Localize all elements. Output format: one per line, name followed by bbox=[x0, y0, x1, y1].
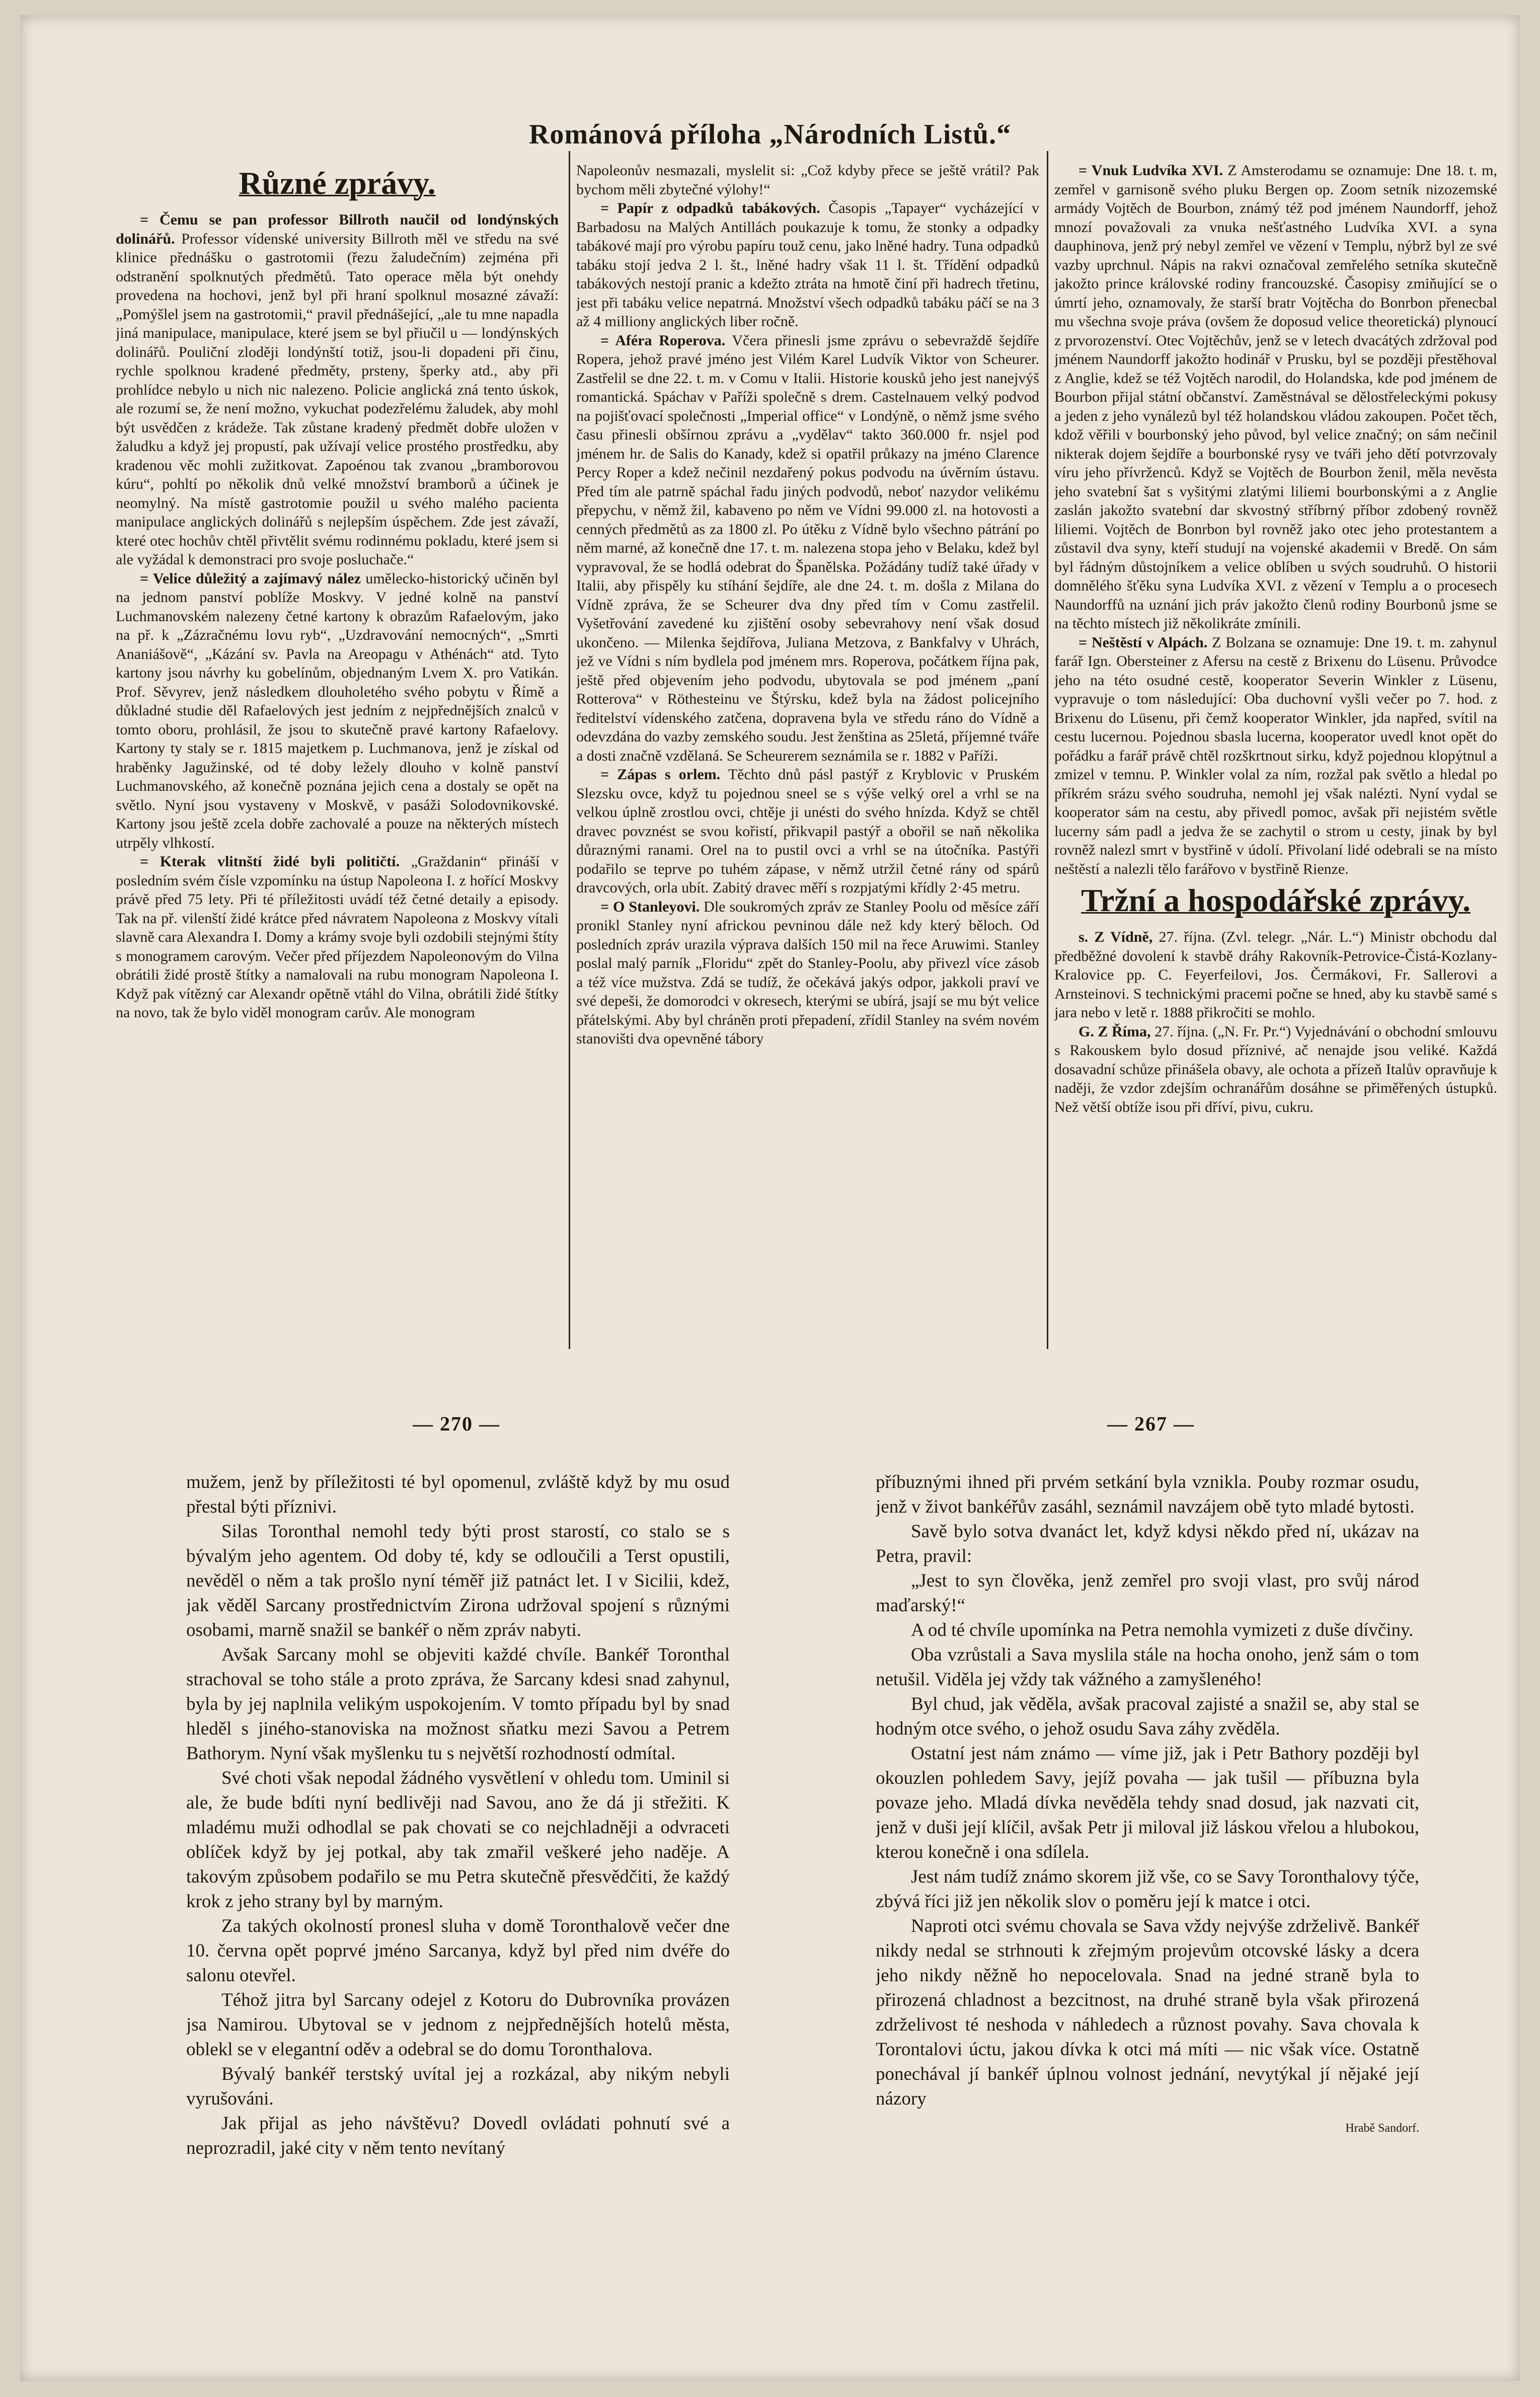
article-text: Napoleonův nesmazali, myslelit si: „Což kdyby přece se ještě vrátil? Pak bychom měli zbytečné výlohy!“ bbox=[576, 162, 1039, 198]
masthead: Románová příloha „Národních Listů.“ bbox=[528, 119, 1012, 150]
article-text: umělecko-historický učiněn byl na jednom panství poblíže Moskvy. V jedné kolně na panství Luchmanovském nalezeny četné kartony k obrazům Rafaelovým, jako na př. k „Zázračnému lovu ryb“, „Uzdravování nemocných“, „Smrti Ananiášově“, „Kázání sv. Pavla na Areopagu v Athénách“ atd. Tyto kartony jsou návrhy ku gobelínům, objednaným Lvem X. pro Vatikán. Prof. Sěvyrev, jenž následkem dlouholetého svého pobytu v Římě a důkladné studie děl Rafaelových jest jedním z nejpřednějších znalců v tomto oboru, prohlásil, že jsou to skutečně pravé kartony Rafaelovy. Kartony ty staly se r. 1815 majetkem p. Luchmanova, jenž je získal od hraběnky Jagužinské, od té doby ležely dlouho v kolně panství Luchmanovského, až konečně poznána jejich cena a dostaly se opět na světlo. Nyní jsou vystaveny v Moskvě, v pasáži Solodovnikovské. Kartony jsou ještě zcela dobře zachovalé a pouze na některých místech utrpěly vlhkostí. bbox=[116, 570, 559, 851]
novel-paragraph: Savě bylo sotva dvanáct let, když kdysi někdo před ní, ukázav na Petra, pravil: bbox=[876, 1521, 1419, 1566]
article bbox=[576, 199, 1039, 331]
article-headline: G. Z Říma, bbox=[1079, 1023, 1151, 1040]
column-1 bbox=[116, 161, 559, 1359]
article-headline: = Zápas s orlem. bbox=[600, 766, 721, 783]
column-divider bbox=[569, 151, 570, 1349]
novel-paragraph: Ostatní jest nám známo — víme již, jak i Petr Bathory později byl okouzlen pohledem Savy, jejíž povaha — jak tušil — příbuzna byla povaze jeho. Mladá dívka nevěděla tehdy snad dosud, jak nazvati cit, jenž v duši její klíčil, avšak Petr ji miloval již láskou vřelou a hlubokou, kterou konečně i ona sdílela. bbox=[876, 1743, 1419, 1862]
article-text: 27. října. („N. Fr. Pr.“) Vyjednávání o obchodní smlouvu s Rakouskem bylo dosud příznivé, ač nenajde jsou veliké. Každá dosavadní schůze přinášela obavy, ale ochota a přízeň Italův opravňuje k naději, že vzdor zdejším ochranářům dosáhne se přiměřených ústupků. Než větší obtíže isou při dříví, pivu, cukru. bbox=[1054, 1023, 1497, 1115]
article bbox=[576, 765, 1039, 897]
article-headline: = Aféra Roperova. bbox=[600, 332, 726, 349]
novel-paragraph: Bývalý bankéř terstský uvítal jej a rozkázal, aby nikým nebyli vyrušováni. bbox=[186, 2064, 730, 2109]
article-headline: s. Z Vídně, bbox=[1079, 929, 1153, 945]
novel-paragraph: Jak přijal as jeho návštěvu? Dovedl ovládati pohnutí své a neprozradil, jaké city v něm tento nevítaný bbox=[186, 2113, 730, 2158]
article-text: Těchto dnů pásl pastýř z Kryblovic v Pruském Slezsku ovce, když tu pojednou sneel se s výše velký orel a vrhl se na velkou úplně zrostlou ovci, chtěje ji unésti do svého hnízda. Když se chtěl dravec povznést se svou kořistí, přikvapil pastýř a obořil se naň několika důraznými ranami. Orel na to pustil ovci a vrhl se na útočníka. Pastýři podařilo se teprve po tuhém zápase, v němž utržil četné rány od spárů dravcových, orla ubít. Zabitý dravec měří s rozpjatými křídly 2·45 metru. bbox=[576, 766, 1039, 896]
column-2 bbox=[576, 161, 1039, 1359]
novel-paragraph: mužem, jenž by příležitosti té byl opomenul, zvláště když by mu osud přestal býti příznivi. bbox=[186, 1472, 730, 1517]
article-headline: = Velice důležitý a zajímavý nález bbox=[140, 570, 361, 587]
byline: Hrabě Sandorf. bbox=[1345, 2122, 1419, 2135]
article bbox=[116, 852, 559, 1022]
novel-paragraph: Byl chud, jak věděla, avšak pracoval zajisté a snažil se, aby stal se hodným otce svého, o jehož osudu Sava záhy zvěděla. bbox=[876, 1694, 1419, 1739]
article bbox=[576, 897, 1039, 1048]
article bbox=[116, 569, 559, 853]
article-text: „Graždanin“ přináší v posledním svém čísle vzpomínku na ústup Napoleona I. z hořící Moskvy právě před 75 lety. Při té příležitosti uvádí též četné detaily a episody. Tak na př. vilenští židé krátce před návratem Napoleona z Moskvy vítali slavně cara Alexandra I. Domy a krámy svoje byli ozdobili stejnými štíty s monogramem carovým. Večer před příjezdem Napoleonovým do Vilna obrátili židé prostě štítky a namalovali na rubu monogram Napoleona I. Když pak vítězný car Alexandr opětně vtáhl do Vilna, obrátili židé štítky na novo, tak že bylo viděl monogram carův. Ale monogram bbox=[116, 853, 559, 1021]
novel-paragraph: Oba vzrůstali a Sava myslila stále na hocha onoho, jenž sám o tom netušil. Viděla jej vždy tak vážného a zamyšleného! bbox=[876, 1644, 1419, 1690]
article-headline: = Papír z odpadků tabákových. bbox=[600, 200, 820, 216]
novel-paragraph: „Jest to syn člověka, jenž zemřel pro svoji vlast, pro svůj národ maďarský!“ bbox=[876, 1570, 1419, 1616]
article bbox=[1054, 161, 1497, 633]
article-text: Professor vídenské university Billroth měl ve středu na své klinice přednášku o gastrotomii (řezu žaludečním) zejména při odstranění spolknutých předmětů. Tato operace měla být onehdy provedena na hochovi, jenž byl při hraní spolknul mosazné závaží: „Pomýšlel jsem na gastrotomii,“ pravil přednášející, „ale tu mne napadla jiná manipulace, manipulace, které jsem se byl přiučil u — londýnských dolinářů. Pouliční zloději londýnští totiž, jsou-li dopadeni při činu, rychle spolknou kradené předměty, prsteny, šperky atd., aby při prohlídce nebylo u nich nic nalezeno. Policie anglická zná tento úskok, ale rozumí se, že není možno, vykuchat podezřelému žaludek, aby mohl být usvědčen z krádeže. Tak zůstane kradený předmět dobře uložen v žaludku a když jej propustí, pak užívají velice prostého prostředku, aby kradenou věc mohli zužitkovat. Zapoénou tak zvanou „bramborovou kúru“, pohltí po několik dnů velké množství bramborů a účinek je neomylný. Na místě gastrotomie použil u svého malého pacienta manipulace anglických dolinářů s nejlepším úspěchem. Zde jest závaží, které otec hochův chtěl přivtělit svému rodinnému pokladu, které jsem si ale vyžádal k demonstraci pro svoje posluchače.“ bbox=[116, 230, 559, 568]
article-text: Včera přinesli jsme zprávu o sebevraždě šejdíře Ropera, jehož pravé jméno jest Vilém Karel Ludvík Viktor von Scheurer. Zastřelil se dne 22. t. m. v Comu v Italii. Historie kousků jeho jest nanejvýš romantická. Spáchav v Paříži společně s drem. Castelnauem velký podvod na pojišťovací společnosti „Imperial office“ v Londýně, o němž jsme svého času přinesli obšírnou zprávu a „vydělav“ takto 360.000 fr. nsjel pod jménem hr. de Salis do Kanady, kdež si opatřil průkazy na jméno Clarence Percy Roper a kdež nečinil nezdařený pokus podvodu na úvěrním ústavu. Před tím ale patrně spáchal řadu jiných podvodů, neboť nazydor velikému přepychu, v němž žil, kabaveno po něm ve Vídni 99.000 zl. na hotovosti a cenných předmětů as za 1800 zl. Po útěku z Vídně bylo všechno pátrání po něm marné, až konečně dne 17. t. m. nalezena stopa jeho v Belaku, kdež byl vypravoval, že se hodlá odebrat do Španělska. Požádány tudíž také úřady v Italii, aby přispěly ku stíhání šejdíře, ale dne 24. t. m. došla z Milana do Vídně zpráva, že se Scheurer dva dny před tím v Comu zastřelil. Vyšetřování zavedené ku zjištění osoby sebevrahovy není však dosud ukončeno. — Milenka šejdířova, Juliana Metzova, z Bankfalvy v Uhrách, jež ve Vídni s ním bydlela pod jménem mrs. Roperova, počátkem října pak, ještě před objevením jeho podvodu, ubytovala se pod jménem „paní Rotterova“ v Röthesteinu ve Štýrsku, kdež byla na žádost policejního ředitelství vídenského zatčena, dopravena byla ve středu ráno do Vídně a odevzdána do vazby zemského soudu. Jest ženština as 25letá, příjemné tváře a dosti značně vzdělaná. Se Scheurerem seznámila se r. 1882 v Paříži. bbox=[576, 332, 1039, 764]
novel-paragraph: Své choti však nepodal žádného vysvětlení v ohledu tom. Uminil si ale, že bude bdíti nyní bedlivěji nad Savou, ano že dá ji střežiti. K mladému muži odhodlal se pak chovati se co nejchladněji a odvraceti oblíček když by jej potkal, aby tak zmařil veškeré jeho naděje. A takovým způsobem podařilo se mu Petra skutečně přesvědčiti, že každý krok z jeho strany byl by marným. bbox=[186, 1768, 730, 1912]
novel-paragraph: Za takých okolností pronesl sluha v domě Toronthalově večer dne 10. června opět poprvé jméno Sarcanya, když byl před nim dvéře do salonu otevřel. bbox=[186, 1916, 730, 1986]
novel-paragraph: Jest nám tudíž známo skorem již vše, co se Savy Toronthalovy týče, zbývá říci již jen několik slov o poměru její k matce i otci. bbox=[876, 1866, 1419, 1912]
article-headline: = Vnuk Ludvíka XVI. bbox=[1079, 162, 1223, 179]
article-text: Dle soukromých zpráv ze Stanley Poolu od měsíce září pronikl Stanley nyní africkou pevninou dále než kdy který běloch. Od posledních zpráv urazila výprava dalších 150 mil na řece Aruwimi. Stanley poslal malý parník „Floridu“ zpět do Stanley-Poolu, aby přivezl více zásob a též více mužstva. Zdá se tudíž, že očekává jakýs odpor, jakkoli praví ve své depeši, že domorodci v okresech, kterými se ubírá, jsají se mu být velice přátelskými. Aby byl chráněn proti přepadení, zřídil Stanley na svém novém stanovišti dva opevněné tábory bbox=[576, 898, 1039, 1047]
novel-paragraph: Naproti otci svému chovala se Sava vždy nejvýše zdrželivě. Bankéř nikdy nedal se strhnouti k zřejmým projevům otcovské lásky a dcera jeho nikdy něžně ho nepocelovala. Snad na jedné straně byla to přirozená chladnost a bezcitnost, na druhé straně byla však přirozená zdrželivost té neshoda v náhledech a různost povahy. Sava chovala k Torontalovi úctu, jakou dívka k otci má míti — nic však více. Ostatně ponechával jí bankéř úplnou volnost jednání, nevytýkal jí nějaké její názory bbox=[876, 1916, 1419, 2109]
article-headline: = Čemu se pan professor Billroth naučil od londýnských dolinářů. bbox=[116, 211, 559, 247]
novel-paragraph: Avšak Sarcany mohl se objeviti každé chvíle. Bankéř Toronthal strachoval se toho stále a proto zpráva, že Sarcany kdesi snad zahynul, byla by jej naplnila velikým uspokojením. V tomto případu byl by snad hleděl s jiného-stanoviska na možnost sňatku mezi Savou a Petrem Bathorym. Nyní však myšlenku tu s největší rozhodností odmítal. bbox=[186, 1644, 730, 1764]
novel-paragraph: příbuznými ihned při prvém setkání byla vznikla. Pouby rozmar osudu, jenž v život bankéřův zasáhl, seznámil navzájem obě tyto mladé bytosti. bbox=[876, 1472, 1419, 1517]
article-text: Časopis „Tapayer“ vycházející v Barbadosu na Malých Antillách poukazuje k tomu, že stonky a odpadky tabákové mají pro výrobu papíru touž cenu, jako lněné hadry. Tuna odpadků tabáku stojí jedva 2 l. št., lněné hadry však 11 l. št. Třídění odpadků tabákových nestojí pranic a kdežto ztráta na hmotě činí při hadrech třetinu, jest při tabáku velice nepatrná. Množství všech odpadků tabáku páčí se na 3 až 4 milliony anglických liber ročně. bbox=[576, 200, 1039, 330]
page-number-right: — 267 — bbox=[1107, 1412, 1195, 1435]
novel-paragraph: Téhož jitra byl Sarcany odejel z Kotoru do Dubrovníka provázen jsa Namirou. Ubytoval se v jednom z nejpřednějších hotelů města, oblekl se v elegantní oděv a odebral se do domu Toronthalova. bbox=[186, 1990, 730, 2060]
article-headline: = Neštěstí v Alpách. bbox=[1079, 634, 1208, 651]
section-title-market: Tržní a hospodářské zprávy. bbox=[1081, 882, 1471, 918]
section-title: Různé zprávy. bbox=[239, 165, 436, 201]
column-3 bbox=[1054, 161, 1497, 1359]
article-text: Z Amsterodamu se oznamuje: Dne 18. t. m, zemřel v garnisoně svého pluku Bergen op. Zoom setník nizozemské armády Vojtěch de Bourbon, známý též pod jménem Naundorff, jehož mnozí považovali za vnuka nešťastného Ludvíka XVI. a syna dauphinova, jenž prý nebyl zemřel ve vězení v Templu, nýbrž byl ze své vazby uprchnul. Nápis na rakvi označoval zemřelého setníka skutečně jakožto prince královské rodiny francouzské. Časopisy zmiňující se o úmrtí jeho, oznamovaly, že starší bratr Vojtěcha do Bonrbon přenecbal mu všechna svoje práva (ovšem že doposud velice theoretická) plynoucí z prvorozenství. Otec Vojtěchův, jenž se v letech dvacátých zdržoval pod jménem Naundorff jakožto hodinář v Prusku, byl se později přestěhoval z Anglie, kdež se též Vojtěch narodil, do Holandska, kde pod jménem de Bourbon přijal státní občanství. Zaměstnával se dělostřeleckými pokusy a jeden z jeho vynálezů byl též holandskou vládou zakoupen. Počet těch, kdož věřili v bourbonský jeho původ, byl velice značný; on sám nečinil nikterak dojem šejdíře a bourbonské rysy ve tváři jeho dětí potvrzovaly víru jeho přívrženců. Když se Vojtěch de Bourbon ženil, měla nevěsta jeho svatební šat s vyšitými zlatými liliemi bourbonskými a z Anglie zaslán jakožto svatební dar skvostný stříbrný příbor zdobený rovněž liliemi. Vojtěch de Bonrbon byl rovněž jako otec jeho protestantem a zůstavil dva syny, kteří studují na vojenské akademii v Bredě. On sám byl řádným důstojníkem a velice oblíben u svých soudruhů. O historii domnělého šťěku syna Ludvíka XVI. z vězení v Templu a o procesech Naundorffů na uznání jich práv jakožto členů rodiny Bourbonů jsme se na těchto místech již několikráte zmínili. bbox=[1054, 162, 1497, 632]
page-number-left: — 270 — bbox=[413, 1412, 500, 1435]
novel-paragraph: A od té chvíle upomínka na Petra nemohla vymizeti z duše dívčiny. bbox=[911, 1620, 1414, 1640]
article-text: 27. října. (Zvl. telegr. „Nár. L.“) Ministr obchodu dal předběžné dovolení k stavbě dráhy Rakovník-Petrovice-Čistá-Kozlany-Kralovice pp. C. Feyerfeilovi, Jos. Čermákovi, Fr. Sallerovi a Arnsteinovi. S technickými pracemi počne se hned, aby ku stavbě samé s jara nebo v letě r. 1888 přikročiti se mohlo. bbox=[1054, 929, 1497, 1021]
article bbox=[1054, 1022, 1497, 1117]
article bbox=[576, 331, 1039, 766]
article bbox=[576, 161, 1039, 199]
novel-column-left bbox=[186, 1470, 730, 2366]
article bbox=[1054, 633, 1497, 879]
article-text: Z Bolzana se oznamuje: Dne 19. t. m. zahynul farář Ign. Obersteiner z Afersu na cestě z Brixenu do Lüsenu. Průvodce jeho na této osudné cestě, kooperator Severin Winkler z Lüsenu, vypravuje o tom následující: Oba duchovní vyšli večer po 7. hod. z Brixenu do Lüsenu, při čemž kooperator Winkler, jda napřed, svítil na cestu lucernou. Pojednou sbasla lucerna, kooperator uvedl knot opět do pořádku a farář právě chtěl rozškrtnout sirku, když pojednou klopýtnul a zmizel v temnu. P. Winkler volal za ním, rozžal pak světlo a hledal po příkrém srázu svého soudruha, nemohl jej však nalézti. Nyní vydal se kooperator sám na cestu, aby přivedl pomoc, avšak při nejistém světle lucerny sám padl a jedva že se zachytil o strom u cesty, jinak by byl rovněž nalezl smrt v bystřině v údolí. Přivolaní lidé odebrali se na místo neštěstí a nalezli tělo farářovo v bystřině Rienze. bbox=[1054, 634, 1497, 877]
article bbox=[1054, 928, 1497, 1022]
article bbox=[116, 210, 559, 569]
article-headline: = O Stanleyovi. bbox=[600, 898, 700, 915]
article-headline: = Kterak vlitnští židé byli političtí. bbox=[140, 853, 400, 870]
novel-column-right bbox=[876, 1470, 1419, 2366]
column-divider bbox=[1047, 151, 1048, 1349]
newspaper-page bbox=[20, 15, 1520, 2381]
novel-paragraph: Silas Toronthal nemohl tedy býti prost starostí, co stalo se s bývalým jeho agentem. Od doby té, kdy se odloučili a Terst opustili, nevěděl o něm a tak prošlo nyní téměř již patnáct let. I v Sicilii, kdež, jak věděl Sarcany prostřednictvím Zirona udržoval spojení s různými osobami, marně snažil se bankéř o něm zpráv nabyti. bbox=[186, 1521, 730, 1640]
